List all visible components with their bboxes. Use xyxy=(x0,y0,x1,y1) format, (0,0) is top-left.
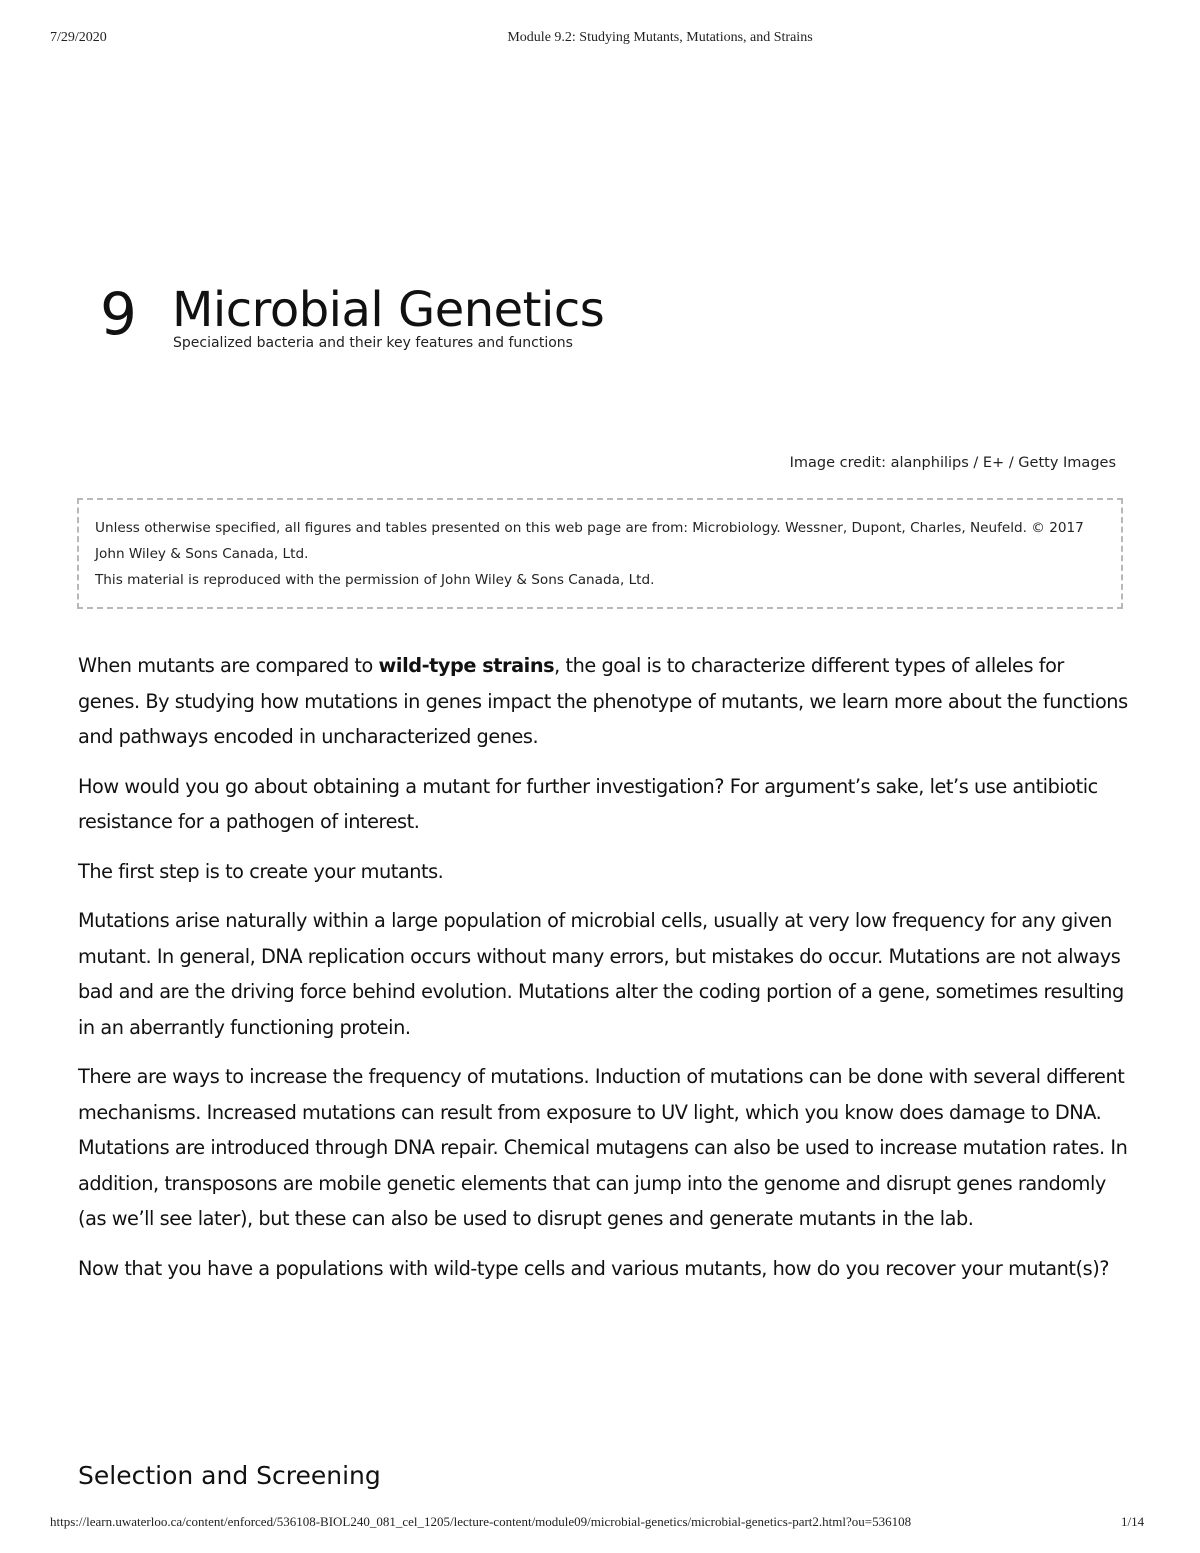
module-number: 9 xyxy=(100,280,137,348)
module-subtitle: Specialized bacteria and their key features and functions xyxy=(173,335,573,351)
print-header xyxy=(0,30,1200,50)
copyright-notice-text: Unless otherwise specified, all figures and tables presented on this web page are from: Microbiology. Wessner, Dupont, Charles, Neufeld. © 2017 John Wiley & Sons Canada, Ltd. xyxy=(95,520,1084,562)
paragraph-wild-type xyxy=(78,648,1128,755)
image-credit: Image credit: alanphilips / E+ / Getty Images xyxy=(789,455,1116,471)
paragraph-text: When mutants are compared to xyxy=(78,654,379,677)
module-title: Microbial Genetics xyxy=(172,282,605,338)
permission-notice-text: This material is reproduced with the permission of John Wiley & Sons Canada, Ltd. xyxy=(95,572,655,588)
wild-type-strains-term: wild-type strains xyxy=(378,654,555,677)
page-url: https://learn.uwaterloo.ca/content/enforced/536108-BIOL240_081_cel_1205/lecture-content/module09/microbial-genetics/microbial-genetics-part2.html?ou=536108 xyxy=(50,1514,912,1529)
page-number: 1/14 xyxy=(1121,1514,1145,1529)
paragraph-recover-mutants: Now that you have a populations with wild-type cells and various mutants, how do you recover your mutant(s)? xyxy=(78,1256,1110,1280)
section-heading-selection-screening: Selection and Screening xyxy=(78,1461,381,1490)
main-content xyxy=(78,648,1128,1300)
paragraph-mutations-arise: Mutations arise naturally within a large population of microbial cells, usually at very low frequency for any given mutant. In general, DNA replication occurs without many errors, but mistakes do occur. Mutations are not always bad and are the driving force behind evolution. Mutations alter the coding portion of a gene, sometimes resulting in an aberrantly functioning protein. xyxy=(78,909,1124,1039)
paragraph-increase-frequency: There are ways to increase the frequency of mutations. Induction of mutations can be done with several different mechanisms. Increased mutations can result from exposure to UV light, which you know does damage to DNA. Mutations are introduced through DNA repair. Chemical mutagens can also be used to increase mutation rates. In addition, transposons are mobile genetic elements that can jump into the genome and disrupt genes randomly (as we’ll see later), but these can also be used to disrupt genes and generate mutants in the lab. xyxy=(78,1065,1128,1230)
print-page-title: Module 9.2: Studying Mutants, Mutations, and Strains xyxy=(507,30,813,45)
module-banner xyxy=(100,282,1100,362)
print-footer xyxy=(0,1514,1200,1534)
paragraph-first-step: The first step is to create your mutants. xyxy=(78,859,444,883)
copyright-notice-box xyxy=(77,498,1123,609)
paragraph-text: , the goal is to characterize different types of alleles for genes. By studying how mutations in genes impact the phenotype of mutants, we learn more about the functions and pathways encoded in uncharacterized genes. xyxy=(78,654,1128,748)
print-date: 7/29/2020 xyxy=(50,30,107,45)
paragraph-obtaining-mutant: How would you go about obtaining a mutant for further investigation? For argument’s sake, let’s use antibiotic resistance for a pathogen of interest. xyxy=(78,774,1098,833)
